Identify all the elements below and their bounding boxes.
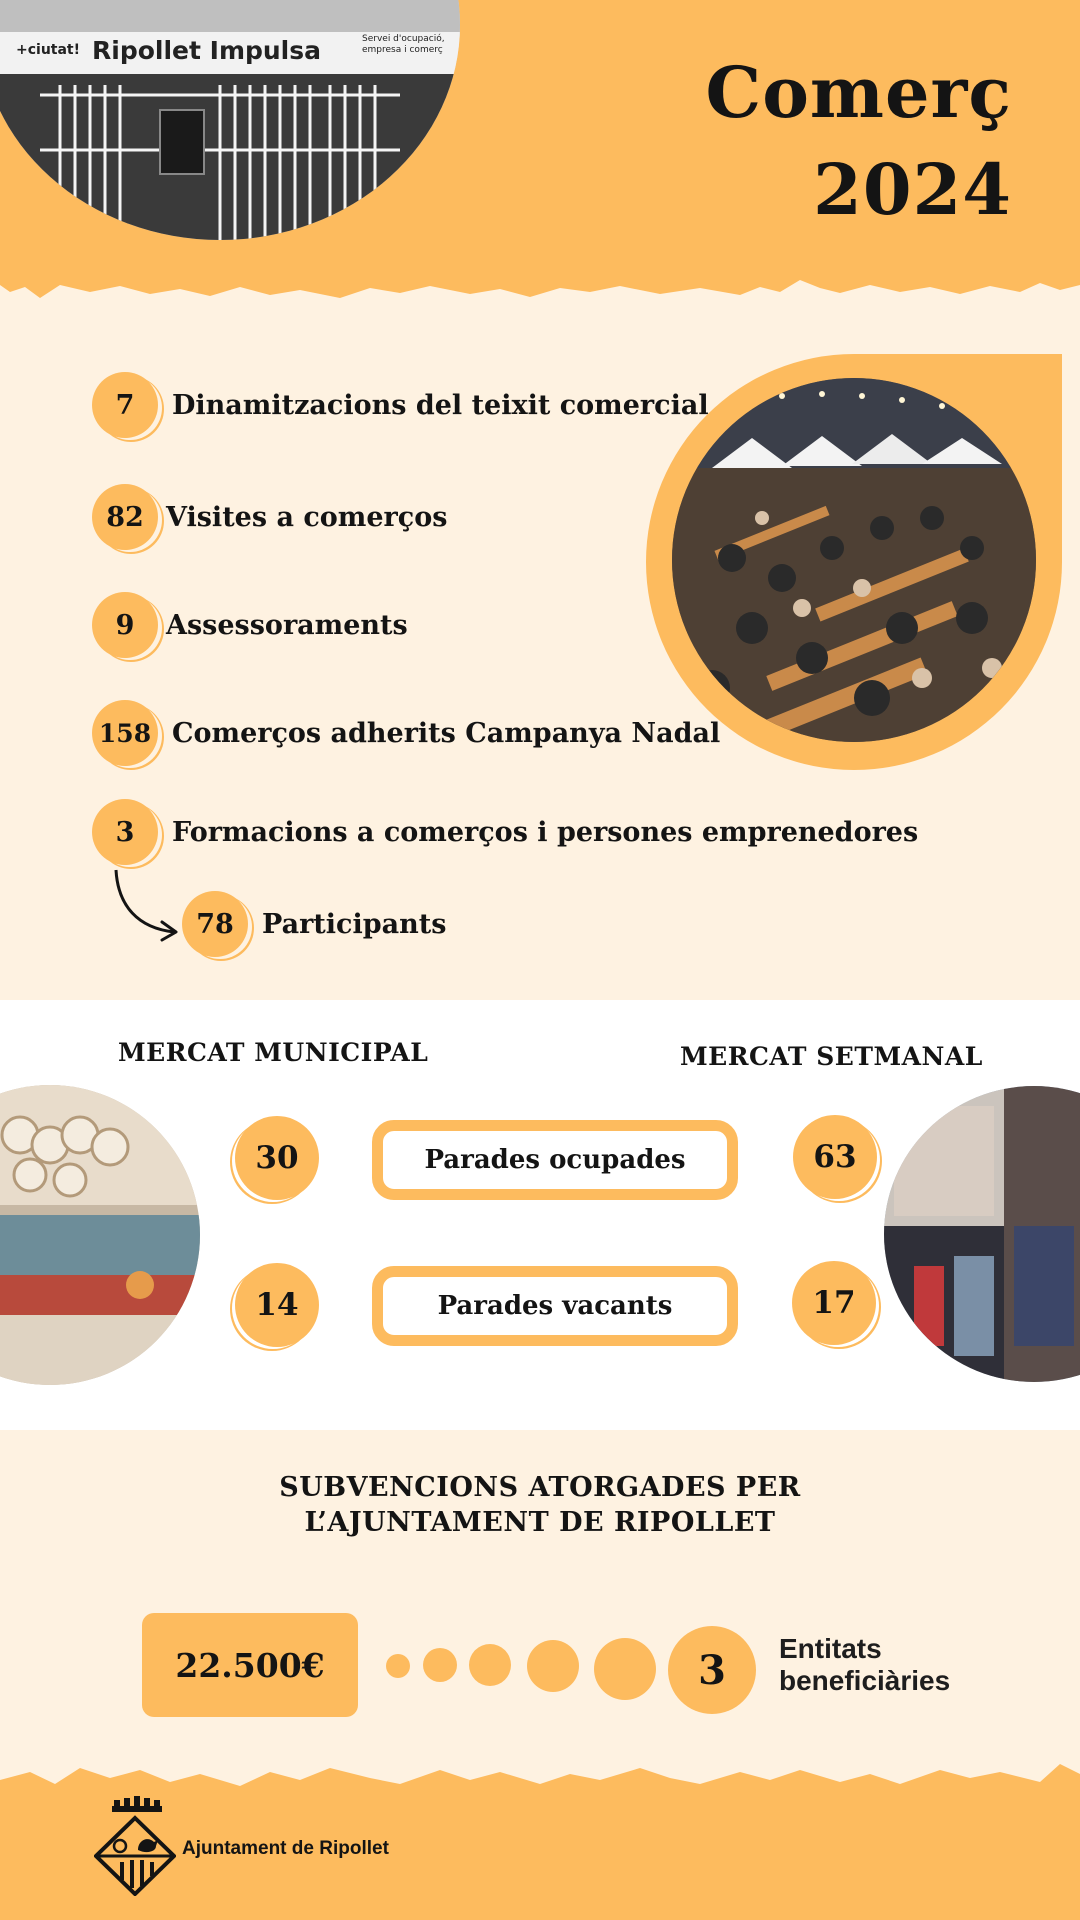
entities-label: [779, 1633, 1009, 1697]
storefront-sign-text: Ripollet Impulsa: [92, 36, 322, 65]
municipal-vacant-badge: 14: [235, 1263, 319, 1347]
curved-arrow-icon: [108, 866, 188, 942]
stat-value-badge: 82: [92, 484, 158, 550]
stat-label: Comerços adherits Campanya Nadal: [172, 717, 721, 749]
page-title-line1: Comerç: [705, 51, 1012, 134]
page-title-line2: 2024: [813, 148, 1012, 231]
stat-row: [92, 484, 447, 550]
progress-dot: [594, 1638, 656, 1700]
stat-label: Dinamitzacions del teixit comercial: [172, 389, 709, 421]
sub-stat-row: [182, 891, 446, 957]
weekly-occupied-badge: 63: [793, 1115, 877, 1199]
subsidy-amount-box: 22.500€: [142, 1613, 358, 1717]
stat-row: [92, 592, 408, 658]
stat-label: Formacions a comerços i persones emprenedores: [172, 816, 919, 848]
subsidies-title-line1: SUBVENCIONS ATORGADES PER: [279, 1472, 801, 1503]
stat-value-badge: 3: [92, 799, 158, 865]
stat-value-badge: 158: [92, 700, 158, 766]
municipal-occupied-badge: 30: [235, 1116, 319, 1200]
progress-dot: [527, 1640, 579, 1692]
entities-count-badge: 3: [668, 1626, 756, 1714]
weekly-market-title: MERCAT SETMANAL: [680, 1042, 983, 1071]
entities-label-line2: beneficiàries: [779, 1665, 951, 1696]
participants-value-badge: 78: [182, 891, 248, 957]
progress-dot: [469, 1644, 511, 1686]
stat-row: [92, 799, 918, 865]
ajuntament-name: Ajuntament de Ripollet: [182, 1838, 389, 1859]
storefront-sign-left-text: +ciutat!: [16, 42, 81, 58]
entities-label-line1: Entitats: [779, 1633, 882, 1664]
municipal-market-title: MERCAT MUNICIPAL: [118, 1038, 429, 1067]
progress-dot: [386, 1654, 410, 1678]
row-label-pill: Parades ocupades: [372, 1120, 738, 1200]
stat-row: [92, 700, 720, 766]
ajuntament-crest-logo: [94, 1796, 176, 1896]
street-fair-crowd-photo: [672, 378, 1036, 742]
stat-label: Visites a comerços: [166, 501, 448, 533]
storefront-sign-subtext: Servei d'ocupació, empresa i comerç: [362, 34, 445, 55]
subsidies-title-line2: L’AJUNTAMENT DE RIPOLLET: [304, 1507, 776, 1538]
progress-dot: [423, 1648, 457, 1682]
subsidies-title: [0, 1470, 1080, 1540]
row-label-pill: Parades vacants: [372, 1266, 738, 1346]
participants-label: Participants: [262, 908, 447, 940]
weekly-vacant-badge: 17: [792, 1261, 876, 1345]
stat-label: Assessoraments: [166, 609, 408, 641]
stat-value-badge: 7: [92, 372, 158, 438]
stat-row: [92, 372, 709, 438]
stat-value-badge: 9: [92, 592, 158, 658]
